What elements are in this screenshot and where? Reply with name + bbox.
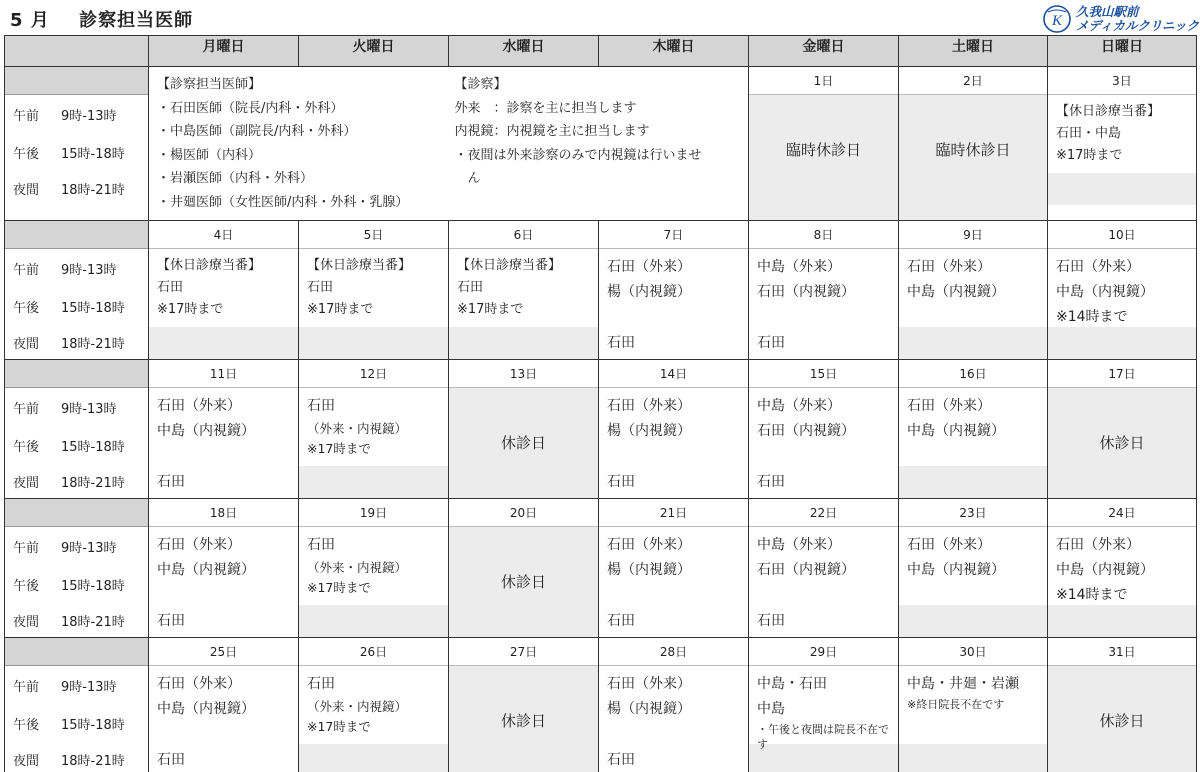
day-number: 4日 [149, 221, 298, 249]
day-schedule [749, 527, 898, 605]
day-number: 27日 [449, 638, 598, 666]
day-number: 20日 [449, 499, 598, 527]
day-cell [899, 638, 1048, 772]
schedule-line: 石田（外来） [607, 398, 691, 414]
period-label: 午後 [13, 717, 40, 733]
night-slot: 石田 [599, 327, 748, 359]
schedule-line: 中島（内視鏡） [157, 562, 255, 578]
day-cell [299, 360, 449, 499]
hours-label: 15時-18時 [61, 439, 125, 455]
day-number: 6日 [449, 221, 598, 249]
night-slot [899, 327, 1047, 359]
day-number: 2日 [899, 67, 1047, 95]
day-schedule [899, 388, 1047, 466]
time-label-cell [5, 638, 149, 772]
period-label: 午前 [13, 540, 40, 556]
day-cell [1048, 221, 1197, 360]
night-slot: 石田 [599, 744, 748, 772]
schedule-line: 石田（外来） [607, 676, 691, 692]
header-wed: 水曜日 [449, 36, 599, 67]
day-cell [299, 221, 449, 360]
label-spacer [5, 221, 148, 249]
exam-line: ・夜間は外来診察のみで内視鏡は行いませ [454, 147, 702, 163]
schedule-line: 中島 [757, 701, 785, 717]
period-label: 夜間 [13, 475, 40, 491]
schedule-line: 中島（内視鏡） [907, 562, 1005, 578]
day-cell [449, 360, 599, 499]
label-spacer [5, 360, 148, 388]
schedule-line: 石田（外来） [157, 537, 241, 553]
day-cell [149, 499, 299, 638]
schedule-line: 【休日診療当番】 [307, 258, 412, 273]
month-label: 5 月 [10, 10, 50, 31]
day-schedule [599, 527, 748, 605]
svg-text:K: K [1051, 13, 1063, 29]
hours-label: 15時-18時 [61, 578, 125, 594]
closed-label: 休診日 [500, 572, 546, 591]
schedule-line: ※17時まで [1056, 148, 1123, 163]
day-cell [449, 638, 599, 772]
day-cell [599, 360, 749, 499]
period-label: 夜間 [13, 336, 40, 352]
header-tue: 火曜日 [299, 36, 449, 67]
period-label: 午前 [13, 401, 40, 417]
schedule-line: 楊（内視鏡） [607, 562, 691, 578]
night-slot [749, 744, 898, 772]
day-number: 19日 [299, 499, 448, 527]
schedule-line: 石田（内視鏡） [757, 423, 855, 439]
schedule-line: 石田 [157, 280, 184, 295]
closed-label: 臨時休診日 [935, 140, 1011, 159]
schedule-line: 【休日診療当番】 [457, 258, 562, 273]
time-label [5, 704, 148, 742]
hours-label: 9時-13時 [61, 540, 117, 556]
day-cell [599, 499, 749, 638]
day-number: 12日 [299, 360, 448, 388]
schedule-note: ※終日院長不在です [907, 698, 1005, 711]
day-number: 17日 [1048, 360, 1196, 388]
day-number: 25日 [149, 638, 298, 666]
time-label-cell [5, 360, 149, 499]
hours-label: 9時-13時 [61, 679, 117, 695]
night-slot [899, 605, 1047, 637]
day-cell [599, 221, 749, 360]
period-label: 午前 [13, 108, 40, 124]
doctors-info [149, 67, 449, 221]
time-label [5, 388, 148, 426]
schedule-line: 中島（外来） [757, 259, 841, 275]
page-title [10, 6, 193, 32]
schedule-line: ※14時まで [1056, 309, 1128, 325]
day-schedule [149, 527, 298, 605]
clinic-name: 久我山駅前 メディカルクリニック [1076, 4, 1200, 33]
hours-label: 15時-18時 [61, 146, 125, 162]
time-label [5, 565, 148, 603]
exam-line: 内視鏡：内視鏡を主に担当します [454, 124, 650, 139]
doctor-item: ・石田医師（院長/内科・外科） [157, 100, 344, 116]
day-schedule [599, 388, 748, 466]
day-schedule [149, 666, 298, 744]
time-label [5, 133, 148, 171]
period-label: 午前 [13, 679, 40, 695]
week-row [5, 360, 1197, 499]
schedule-line: 石田（内視鏡） [757, 284, 855, 300]
header-fri: 金曜日 [749, 36, 899, 67]
day-number: 26日 [299, 638, 448, 666]
header-row [5, 36, 1197, 67]
night-slot: 石田 [599, 605, 748, 637]
schedule-note: ・午後と夜間は院長不在です [757, 723, 889, 751]
hours-label: 9時-13時 [61, 401, 117, 417]
day-cell [899, 499, 1048, 638]
schedule-line: ※17時まで [307, 580, 371, 595]
exam-title: 【診察】 [454, 77, 507, 92]
header-mon: 月曜日 [149, 36, 299, 67]
schedule-line: 中島（外来） [757, 398, 841, 414]
schedule-line: （外来・内視鏡） [307, 560, 408, 575]
night-slot [299, 605, 448, 637]
day-number: 11日 [149, 360, 298, 388]
schedule-line: 中島（内視鏡） [157, 701, 255, 717]
schedule-line: ※14時まで [1056, 587, 1128, 603]
time-label [5, 325, 148, 359]
time-label [5, 603, 148, 637]
doctors-title: 【診察担当医師】 [157, 77, 262, 92]
schedule-line: ※17時まで [307, 302, 374, 317]
day-number: 24日 [1048, 499, 1196, 527]
header-sat: 土曜日 [899, 36, 1048, 67]
day-cell [149, 221, 299, 360]
day-number: 1日 [749, 67, 898, 95]
schedule-line: 【休日診療当番】 [1056, 104, 1161, 119]
time-label [5, 666, 148, 704]
schedule-line: 中島（外来） [757, 537, 841, 553]
hours-label: 18時-21時 [61, 475, 125, 491]
schedule-line: （外来・内視鏡） [307, 699, 408, 714]
hours-label: 18時-21時 [61, 614, 125, 630]
day-number: 5日 [299, 221, 448, 249]
week-row [5, 499, 1197, 638]
night-slot [1048, 327, 1196, 359]
time-label-cell [5, 499, 149, 638]
day-number: 9日 [899, 221, 1047, 249]
day-cell [1048, 360, 1197, 499]
time-label [5, 249, 148, 287]
schedule-line: 石田 [307, 280, 334, 295]
day-cell [1048, 67, 1197, 221]
time-label [5, 742, 148, 772]
time-label [5, 287, 148, 325]
night-slot [299, 744, 448, 772]
night-slot [1048, 173, 1196, 205]
day-schedule [1048, 527, 1196, 605]
night-slot [899, 744, 1047, 772]
night-slot: 石田 [599, 466, 748, 498]
day-schedule [749, 249, 898, 327]
schedule-line: 石田（外来） [157, 398, 241, 414]
schedule-line: 中島・石田 [757, 676, 827, 692]
title-text: 診察担当医師 [79, 10, 194, 31]
day-number: 21日 [599, 499, 748, 527]
day-cell [749, 499, 899, 638]
week-row [5, 67, 1197, 221]
label-spacer [5, 67, 148, 95]
day-number: 3日 [1048, 67, 1196, 95]
night-slot [149, 327, 298, 359]
schedule-line: 石田 [457, 280, 484, 295]
schedule-line: ※17時まで [157, 302, 224, 317]
schedule-line: 中島（内視鏡） [157, 423, 255, 439]
schedule-line: 石田（外来） [907, 398, 991, 414]
doctor-item: ・岩瀬医師（内科・外科） [157, 171, 314, 186]
night-slot: 石田 [749, 327, 898, 359]
day-cell [599, 638, 749, 772]
schedule-line: 楊（内視鏡） [607, 423, 691, 439]
label-spacer [5, 638, 148, 666]
header-sun: 日曜日 [1048, 36, 1197, 67]
period-label: 午後 [13, 300, 40, 316]
exam-line: 外来 ：診察を主に担当します [454, 100, 637, 116]
day-schedule [1048, 95, 1196, 173]
day-number: 22日 [749, 499, 898, 527]
hours-label: 15時-18時 [61, 300, 125, 316]
period-label: 午後 [13, 146, 40, 162]
schedule-line: 石田（外来） [607, 259, 691, 275]
day-schedule [299, 388, 448, 466]
schedule-line: 楊（内視鏡） [607, 701, 691, 717]
day-schedule [749, 666, 898, 751]
day-number: 28日 [599, 638, 748, 666]
schedule-line: 石田（外来） [157, 676, 241, 692]
schedule-line: 石田（外来） [607, 537, 691, 553]
day-number: 30日 [899, 638, 1047, 666]
night-slot [449, 327, 598, 359]
period-label: 夜間 [13, 614, 40, 630]
time-label-cell [5, 67, 149, 221]
header-thu: 木曜日 [599, 36, 749, 67]
week-row [5, 221, 1197, 360]
schedule-line: ※17時まで [457, 302, 524, 317]
closed-label: 休診日 [500, 433, 546, 452]
day-cell [899, 67, 1048, 221]
day-cell [899, 221, 1048, 360]
schedule-line: 石田（外来） [1056, 537, 1140, 553]
day-number: 7日 [599, 221, 748, 249]
schedule-line: 中島（内視鏡） [1056, 284, 1154, 300]
doctor-item: ・井廻医師（女性医師/内科・外科・乳腺） [157, 194, 409, 210]
schedule-table [4, 35, 1197, 772]
period-label: 午後 [13, 578, 40, 594]
day-number: 29日 [749, 638, 898, 666]
day-cell [749, 638, 899, 772]
schedule-line: ※17時まで [307, 719, 371, 734]
day-number: 23日 [899, 499, 1047, 527]
schedule-line: 楊（内視鏡） [607, 284, 691, 300]
schedule-line: 石田 [307, 398, 335, 414]
night-slot: 石田 [749, 466, 898, 498]
night-slot: 石田 [149, 744, 298, 772]
schedule-line: 中島・井廻・岩瀬 [907, 676, 1019, 692]
day-cell [749, 360, 899, 499]
day-cell [449, 221, 599, 360]
day-number: 8日 [749, 221, 898, 249]
hours-label: 9時-13時 [61, 108, 117, 124]
closed-label: 休診日 [500, 711, 546, 730]
schedule-line: 石田（外来） [907, 537, 991, 553]
day-cell [299, 638, 449, 772]
schedule-line: 石田（外来） [907, 259, 991, 275]
time-label [5, 95, 148, 133]
day-cell [899, 360, 1048, 499]
period-label: 午前 [13, 262, 40, 278]
schedule-line: 石田 [307, 676, 335, 692]
clinic-logo-icon [1042, 4, 1072, 34]
schedule-line: ※17時まで [307, 441, 371, 456]
night-slot: 石田 [149, 466, 298, 498]
day-schedule [899, 527, 1047, 605]
exam-line: ん [454, 171, 481, 186]
label-spacer [5, 499, 148, 527]
day-number: 13日 [449, 360, 598, 388]
day-cell [1048, 499, 1197, 638]
period-label: 午後 [13, 439, 40, 455]
schedule-line: 石田・中島 [1056, 126, 1122, 141]
hours-label: 15時-18時 [61, 717, 125, 733]
schedule-line: 石田（外来） [1056, 259, 1140, 275]
day-number: 31日 [1048, 638, 1196, 666]
time-label [5, 171, 148, 205]
time-label [5, 426, 148, 464]
day-schedule [899, 666, 1047, 744]
period-label: 夜間 [13, 182, 40, 198]
day-cell [749, 221, 899, 360]
day-number: 14日 [599, 360, 748, 388]
day-schedule [299, 249, 448, 327]
day-cell [749, 67, 899, 221]
day-cell [149, 360, 299, 499]
schedule-line: （外来・内視鏡） [307, 421, 408, 436]
day-schedule [1048, 249, 1196, 327]
header-corner [5, 36, 149, 67]
night-slot: 石田 [749, 605, 898, 637]
day-number: 10日 [1048, 221, 1196, 249]
day-cell [149, 638, 299, 772]
day-schedule [599, 666, 748, 744]
day-schedule [599, 249, 748, 327]
period-label: 夜間 [13, 753, 40, 769]
day-schedule [299, 666, 448, 744]
night-slot [1048, 605, 1196, 637]
time-label-cell [5, 221, 149, 360]
day-cell [299, 499, 449, 638]
night-slot [299, 466, 448, 498]
schedule-line: 石田 [307, 537, 335, 553]
night-slot [299, 327, 448, 359]
day-number: 15日 [749, 360, 898, 388]
time-label [5, 464, 148, 498]
day-schedule [899, 249, 1047, 327]
day-schedule [149, 388, 298, 466]
schedule-line: 【休日診療当番】 [157, 258, 262, 273]
day-cell [449, 499, 599, 638]
schedule-line: 中島（内視鏡） [1056, 562, 1154, 578]
day-schedule [299, 527, 448, 605]
night-slot [899, 466, 1047, 498]
day-cell [1048, 638, 1197, 772]
schedule-line: 中島（内視鏡） [907, 284, 1005, 300]
schedule-line: 石田（内視鏡） [757, 562, 855, 578]
hours-label: 18時-21時 [61, 753, 125, 769]
doctor-item: ・中島医師（副院長/内科・外科） [157, 124, 357, 139]
closed-label: 休診日 [1099, 711, 1145, 730]
clinic-logo [1040, 3, 1198, 37]
hours-label: 9時-13時 [61, 262, 117, 278]
day-schedule [749, 388, 898, 466]
hours-label: 18時-21時 [61, 182, 125, 198]
exam-info [449, 67, 749, 221]
day-schedule [449, 249, 598, 327]
schedule-line: 中島（内視鏡） [907, 423, 1005, 439]
day-number: 18日 [149, 499, 298, 527]
time-label [5, 527, 148, 565]
night-slot: 石田 [149, 605, 298, 637]
day-schedule [149, 249, 298, 327]
closed-label: 臨時休診日 [785, 140, 861, 159]
closed-label: 休診日 [1099, 433, 1145, 452]
week-row [5, 638, 1197, 772]
doctor-item: ・楊医師（内科） [157, 147, 262, 163]
hours-label: 18時-21時 [61, 336, 125, 352]
day-number: 16日 [899, 360, 1047, 388]
